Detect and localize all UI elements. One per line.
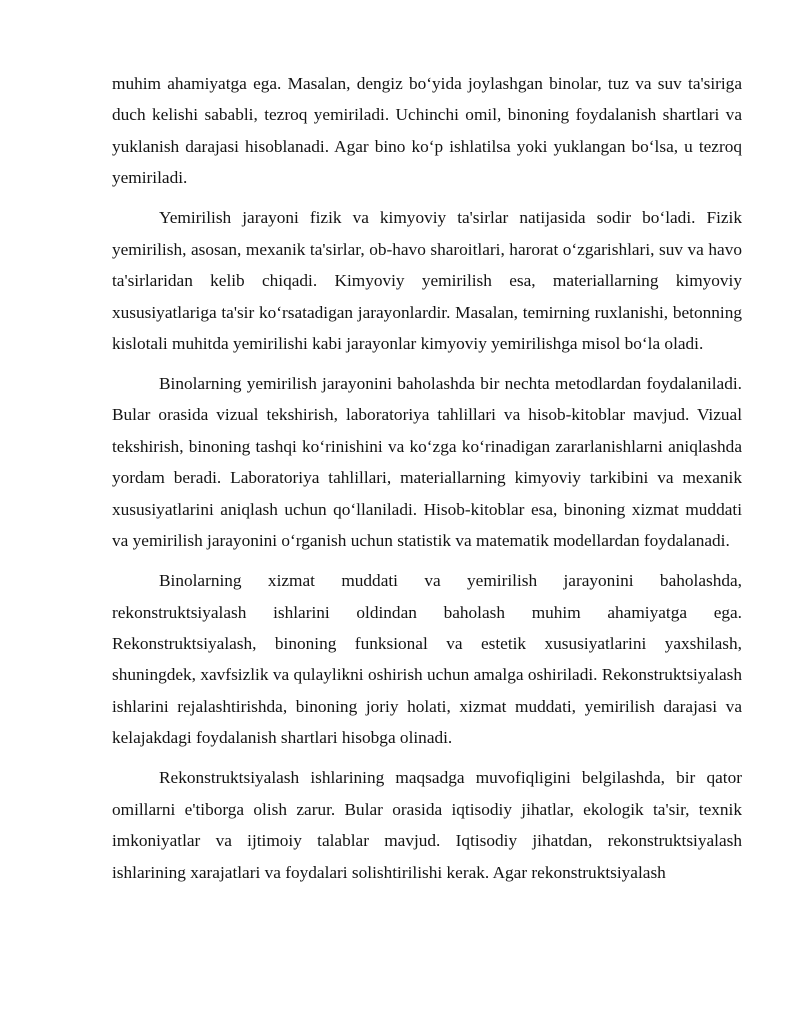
paragraph-maqsadga-muvofiqlik: Rekonstruktsiyalash ishlarining maqsadga muvofiqligini belgilashda, bir qator omillarni e'tiborga olish zarur. Bular orasida iqtisodiy jihatlar, ekologik ta'sir, texnik imkoniyatlar va ijtimoiy talablar mavjud. Iqtisodiy jihatdan, rekonstruktsiyalash ishlarining xarajatlari va foydalari solishtirilishi kerak. Agar rekonstruktsiyalash [112,768,742,882]
paragraph-baholash-metodlari: Binolarning yemirilish jarayonini baholashda bir nechta metodlardan foydalaniladi. Bular orasida vizual tekshirish, laboratoriya tahlillari va hisob-kitoblar mavjud. Vizual tekshirish, binoning tashqi ko‘rinishini va ko‘zga ko‘rinadigan zararlanishlarni aniqlashda yordam beradi. Laboratoriya tahlillari, materiallarning kimyoviy tarkibini va mexanik xususiyatlarini aniqlash uchun qo‘llaniladi. Hisob-kitoblar esa, binoning xizmat muddati va yemirilish jarayonini o‘rganish uchun statistik va matematik modellardan foydalanadi. [112,374,742,551]
document-page [112,68,742,897]
paragraph-rekonstruktsiyalash: Binolarning xizmat muddati va yemirilish jarayonini baholashda, rekonstruktsiyalash ishlarini oldindan baholash muhim ahamiyatga ega. Rekonstruktsiyalash, binoning funksional va estetik xususiyatlarini yaxshilash, shuningdek, xavfsizlik va qulaylikni oshirish uchun amalga oshiriladi. Rekonstruktsiyalash ishlarini rejalashtirishda, binoning joriy holati, xizmat muddati, yemirilish darajasi va kelajakdagi foydalanish shartlari hisobga olinadi. [112,571,742,748]
paragraph-continuation: muhim ahamiyatga ega. Masalan, dengiz bo‘yida joylashgan binolar, tuz va suv ta'siriga duch kelishi sababli, tezroq yemiriladi. Uchinchi omil, binoning foydalanish shartlari va yuklanish darajasi hisoblanadi. Agar bino ko‘p ishlatilsa yoki yuklangan bo‘lsa, u tezroq yemiriladi. [112,74,742,188]
paragraph-yemirilish-jarayoni: Yemirilish jarayoni fizik va kimyoviy ta'sirlar natijasida sodir bo‘ladi. Fizik yemirilish, asosan, mexanik ta'sirlar, ob-havo sharoitlari, harorat o‘zgarishlari, suv va havo ta'sirlaridan kelib chiqadi. Kimyoviy yemirilish esa, materiallarning kimyoviy xususiyatlariga ta'sir ko‘rsatadigan jarayonlardir. Masalan, temirning ruxlanishi, betonning kislotali muhitda yemirilishi kabi jarayonlar kimyoviy yemirilishga misol bo‘la oladi. [112,208,742,353]
